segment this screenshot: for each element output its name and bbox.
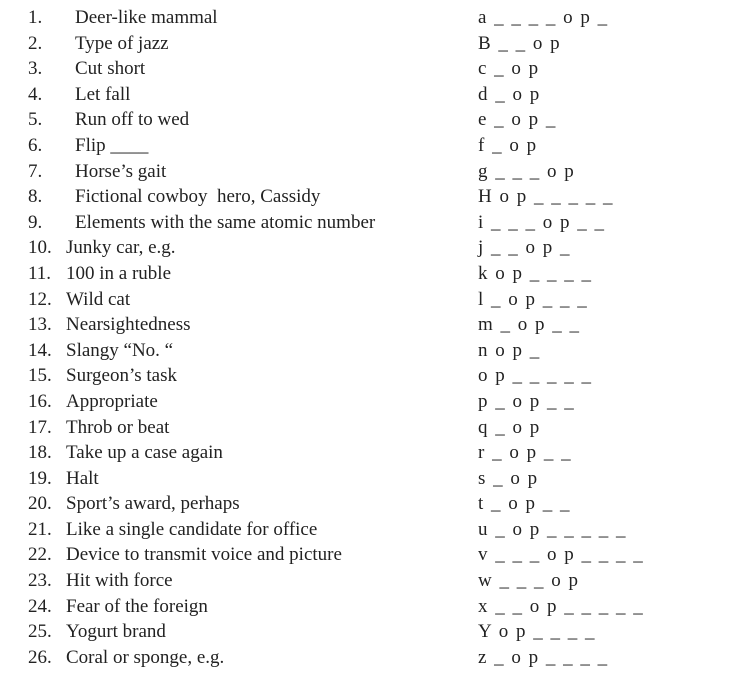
- item-number: 10.: [28, 237, 52, 259]
- item-clue: Slangy “No. “: [66, 339, 174, 361]
- item-answer-pattern: q _ o p: [478, 416, 540, 438]
- item-clue: Device to transmit voice and picture: [66, 544, 342, 566]
- item-clue: Wild cat: [66, 288, 131, 310]
- puzzle-row: [0, 107, 750, 133]
- item-answer-pattern: o p _ _ _ _ _: [478, 365, 591, 387]
- item-clue: Hit with force: [66, 570, 173, 592]
- item-answer-pattern: g _ _ _ o p: [478, 160, 574, 182]
- item-number: 1.: [28, 7, 43, 28]
- item-clue: Nearsightedness: [66, 314, 191, 336]
- item-answer-pattern: e _ o p _: [478, 109, 556, 131]
- puzzle-row: [0, 363, 750, 389]
- item-clue: Take up a case again: [66, 442, 223, 464]
- puzzle-row: [0, 568, 750, 594]
- item-number: 22.: [28, 544, 52, 566]
- item-number: 2.: [28, 32, 43, 54]
- item-clue: Surgeon’s task: [66, 365, 178, 387]
- item-number: 6.: [28, 134, 43, 156]
- item-number: 26.: [28, 646, 52, 668]
- item-answer-pattern: u _ o p _ _ _ _ _: [478, 518, 626, 540]
- item-answer-pattern: B _ _ o p: [478, 32, 560, 54]
- puzzle-row: [0, 287, 750, 313]
- item-answer-pattern: n o p _: [478, 339, 540, 361]
- item-clue: Flip ____: [75, 134, 149, 156]
- item-answer-pattern: j _ _ o p _: [478, 237, 570, 259]
- item-number: 25.: [28, 621, 52, 643]
- item-clue: Yogurt brand: [66, 621, 166, 643]
- item-answer-pattern: d _ o p: [478, 83, 540, 105]
- item-clue: Fear of the foreign: [66, 595, 208, 617]
- item-number: 16.: [28, 390, 52, 412]
- item-number: 4.: [28, 83, 43, 105]
- item-answer-pattern: v _ _ _ o p _ _ _ _: [478, 544, 643, 566]
- item-number: 7.: [28, 160, 43, 182]
- item-answer-pattern: r _ o p _ _: [478, 442, 571, 464]
- item-clue: Deer-like mammal: [75, 7, 218, 28]
- item-number: 3.: [28, 58, 43, 80]
- puzzle-row: [0, 645, 750, 671]
- puzzle-row: [0, 466, 750, 492]
- item-answer-pattern: p _ o p _ _: [478, 390, 574, 412]
- puzzle-row: [0, 56, 750, 82]
- puzzle-row: [0, 594, 750, 620]
- item-number: 17.: [28, 416, 52, 438]
- item-answer-pattern: f _ o p: [478, 134, 537, 156]
- item-clue: Halt: [66, 467, 99, 489]
- item-number: 11.: [28, 262, 52, 284]
- item-answer-pattern: w _ _ _ o p: [478, 570, 578, 592]
- item-number: 14.: [28, 339, 52, 361]
- item-answer-pattern: k o p _ _ _ _: [478, 262, 591, 284]
- item-clue: Let fall: [75, 83, 131, 105]
- item-number: 5.: [28, 109, 43, 131]
- puzzle-row: [0, 542, 750, 568]
- item-clue: Throb or beat: [66, 416, 170, 438]
- puzzle-row: [0, 415, 750, 441]
- item-answer-pattern: i _ _ _ o p _ _: [478, 211, 605, 233]
- item-answer-pattern: H o p _ _ _ _ _: [478, 186, 613, 208]
- item-clue: Coral or sponge, e.g.: [66, 646, 225, 668]
- item-clue: Elements with the same atomic number: [75, 211, 376, 233]
- item-answer-pattern: a _ _ _ _ o p _: [478, 7, 608, 28]
- item-clue: 100 in a ruble: [66, 262, 172, 284]
- item-clue: Like a single candidate for office: [66, 518, 318, 540]
- item-answer-pattern: c _ o p: [478, 58, 539, 80]
- item-number: 19.: [28, 467, 52, 489]
- item-clue: Type of jazz: [75, 32, 169, 54]
- item-answer-pattern: x _ _ o p _ _ _ _ _: [478, 595, 643, 617]
- puzzle-row: [0, 133, 750, 159]
- puzzle-row: [0, 261, 750, 287]
- item-number: 13.: [28, 314, 52, 336]
- puzzle-row: [0, 312, 750, 338]
- puzzle-row: [0, 517, 750, 543]
- item-answer-pattern: m _ o p _ _: [478, 314, 580, 336]
- word-puzzle-list: [0, 5, 750, 670]
- item-clue: Fictional cowboy hero, Cassidy: [75, 186, 321, 208]
- item-answer-pattern: t _ o p _ _: [478, 493, 570, 515]
- item-number: 9.: [28, 211, 43, 233]
- puzzle-row: [0, 491, 750, 517]
- puzzle-row: [0, 440, 750, 466]
- item-number: 24.: [28, 595, 52, 617]
- item-clue: Junky car, e.g.: [66, 237, 176, 259]
- item-number: 21.: [28, 518, 52, 540]
- puzzle-row: [0, 338, 750, 364]
- puzzle-row: [0, 159, 750, 185]
- puzzle-row: [0, 235, 750, 261]
- puzzle-row: [0, 184, 750, 210]
- item-number: 12.: [28, 288, 52, 310]
- item-clue: Sport’s award, perhaps: [66, 493, 240, 515]
- item-answer-pattern: Y o p _ _ _ _: [478, 621, 595, 643]
- item-number: 20.: [28, 493, 52, 515]
- item-number: 18.: [28, 442, 52, 464]
- item-clue: Horse’s gait: [75, 160, 167, 182]
- puzzle-row: [0, 31, 750, 57]
- item-clue: Cut short: [75, 58, 146, 80]
- item-clue: Appropriate: [66, 390, 158, 412]
- item-number: 15.: [28, 365, 52, 387]
- puzzle-row: [0, 389, 750, 415]
- item-answer-pattern: z _ o p _ _ _ _: [478, 646, 608, 668]
- puzzle-row: [0, 210, 750, 236]
- item-number: 8.: [28, 186, 43, 208]
- puzzle-row: [0, 82, 750, 108]
- puzzle-row: [0, 619, 750, 645]
- item-answer-pattern: s _ o p: [478, 467, 538, 489]
- puzzle-row: [0, 5, 750, 31]
- item-clue: Run off to wed: [75, 109, 190, 131]
- item-answer-pattern: l _ o p _ _ _: [478, 288, 587, 310]
- item-number: 23.: [28, 570, 52, 592]
